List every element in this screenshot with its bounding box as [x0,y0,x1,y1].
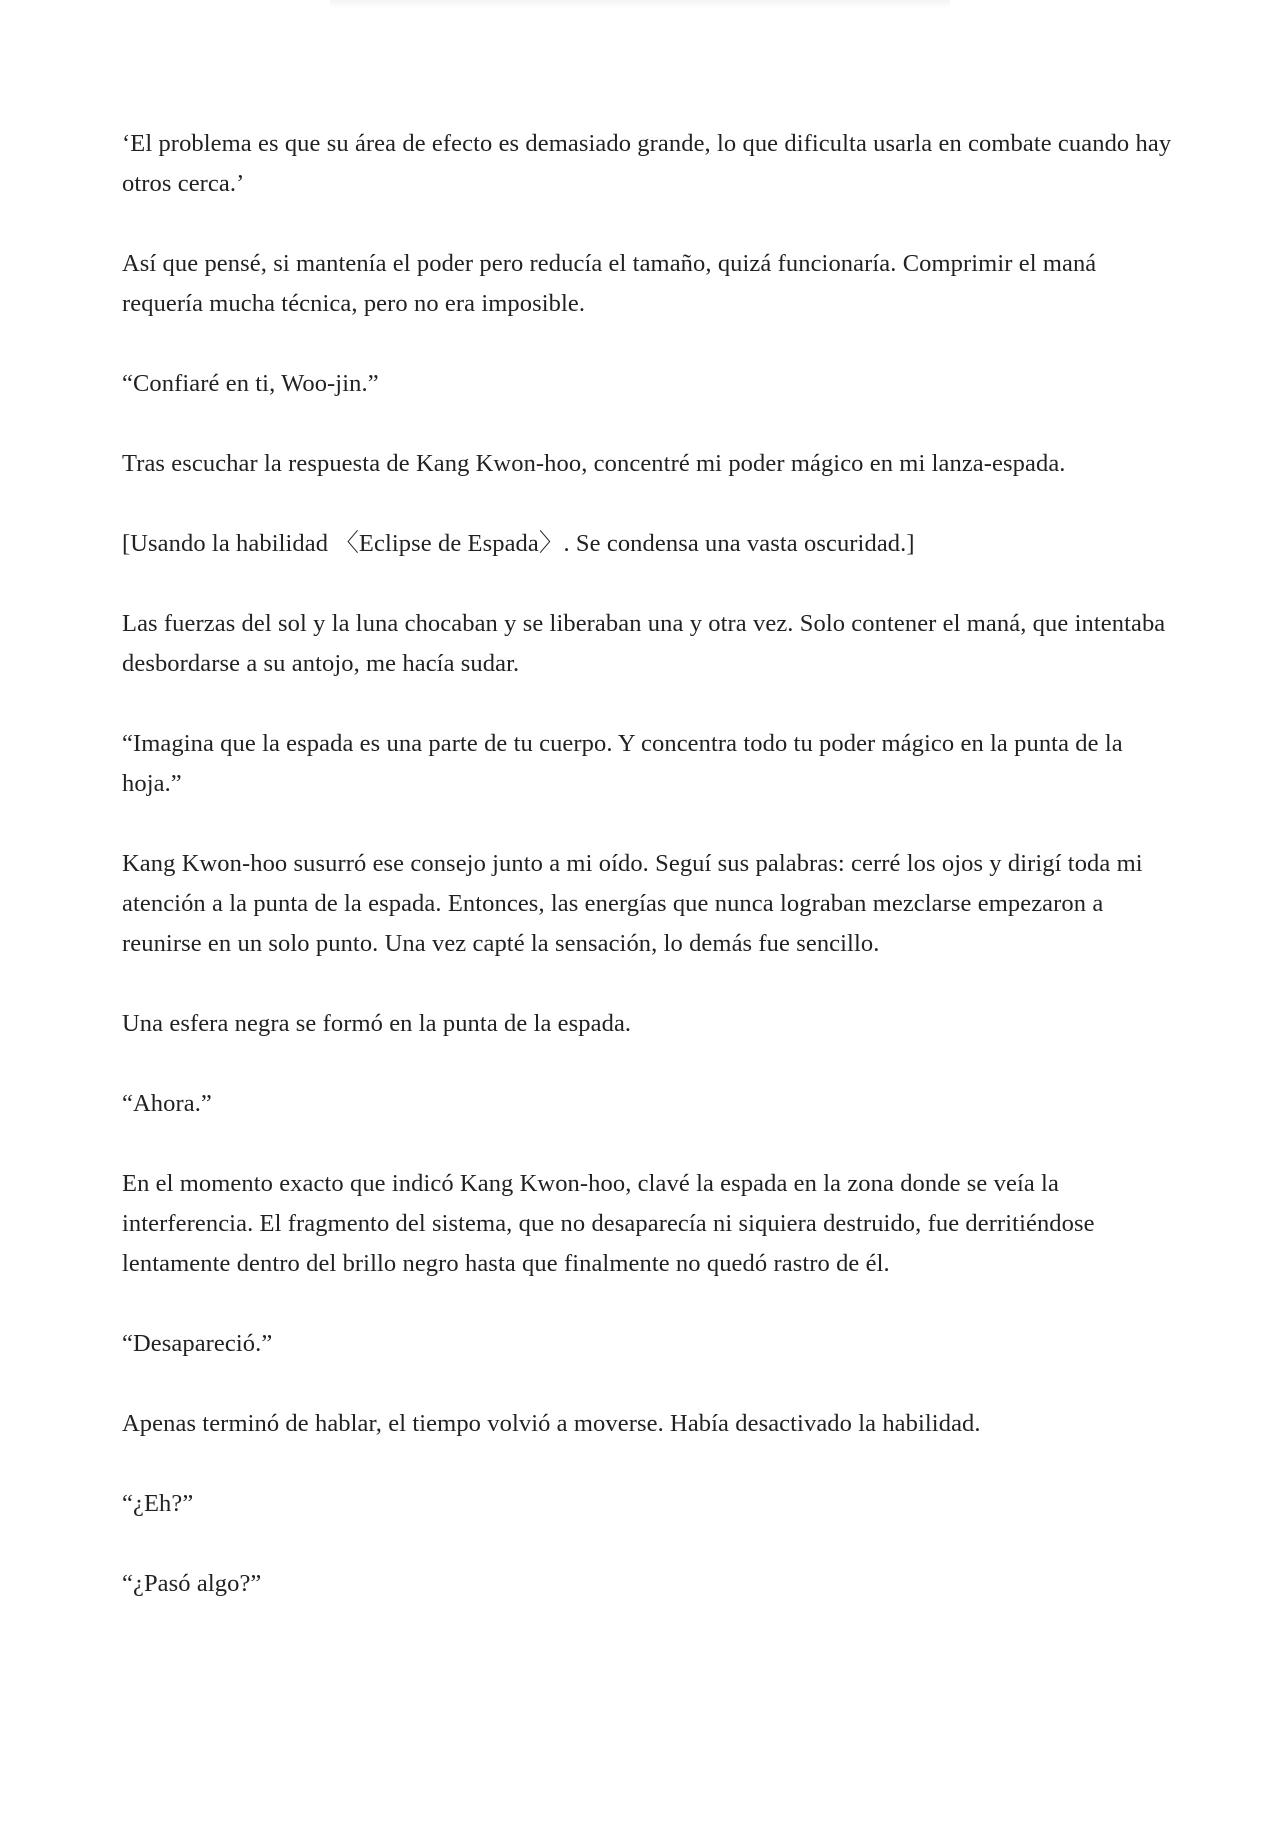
paragraph: “¿Pasó algo?” [122,1570,262,1597]
paragraph: Una esfera negra se formó en la punta de la espada. [122,1010,632,1037]
paragraph: Apenas terminó de hablar, el tiempo volvió a moverse. Había desactivado la habilidad. [122,1410,981,1437]
paragraph: Tras escuchar la respuesta de Kang Kwon-hoo, concentré mi poder mágico en mi lanza-espada. [122,450,1066,477]
paragraph: Kang Kwon-hoo susurró ese consejo junto a mi oído. Seguí sus palabras: cerré los ojos y dirigí toda mi atención a la punta de la espada. Entonces, las energías que nunca lograban mezclarse empezaron a reunirse en un solo punto. Una vez capté la sensación, lo demás fue sencillo. [122,850,1143,957]
system-message: [Usando la habilidad 〈Eclipse de Espada〉. Se condensa una vasta oscuridad.] [122,530,915,557]
paragraph: Así que pensé, si mantenía el poder pero reducía el tamaño, quizá funcionaría. Comprimir el maná requería mucha técnica, pero no era imposible. [122,250,1097,317]
paragraph: “Desapareció.” [122,1330,273,1357]
paragraph: “Ahora.” [122,1090,212,1117]
paragraph: ‘El problema es que su área de efecto es demasiado grande, lo que dificulta usarla en combate cuando hay otros cerca.’ [122,130,1172,197]
paragraph: “Imagina que la espada es una parte de tu cuerpo. Y concentra todo tu poder mágico en la punta de la hoja.” [122,730,1123,797]
paragraph: Las fuerzas del sol y la luna chocaban y se liberaban una y otra vez. Solo contener el maná, que intentaba desbordarse a su antojo, me hacía sudar. [122,610,1166,677]
paragraph: En el momento exacto que indicó Kang Kwon-hoo, clavé la espada en la zona donde se veía la interferencia. El fragmento del sistema, que no desaparecía ni siquiera destruido, fue derritiéndose lentamente dentro del brillo negro hasta que finalmente no quedó rastro de él. [122,1170,1095,1277]
reading-content [122,124,1172,1644]
top-bar-shadow [330,0,950,8]
paragraph: “Confiaré en ti, Woo-jin.” [122,370,379,397]
paragraph: “¿Eh?” [122,1490,194,1517]
